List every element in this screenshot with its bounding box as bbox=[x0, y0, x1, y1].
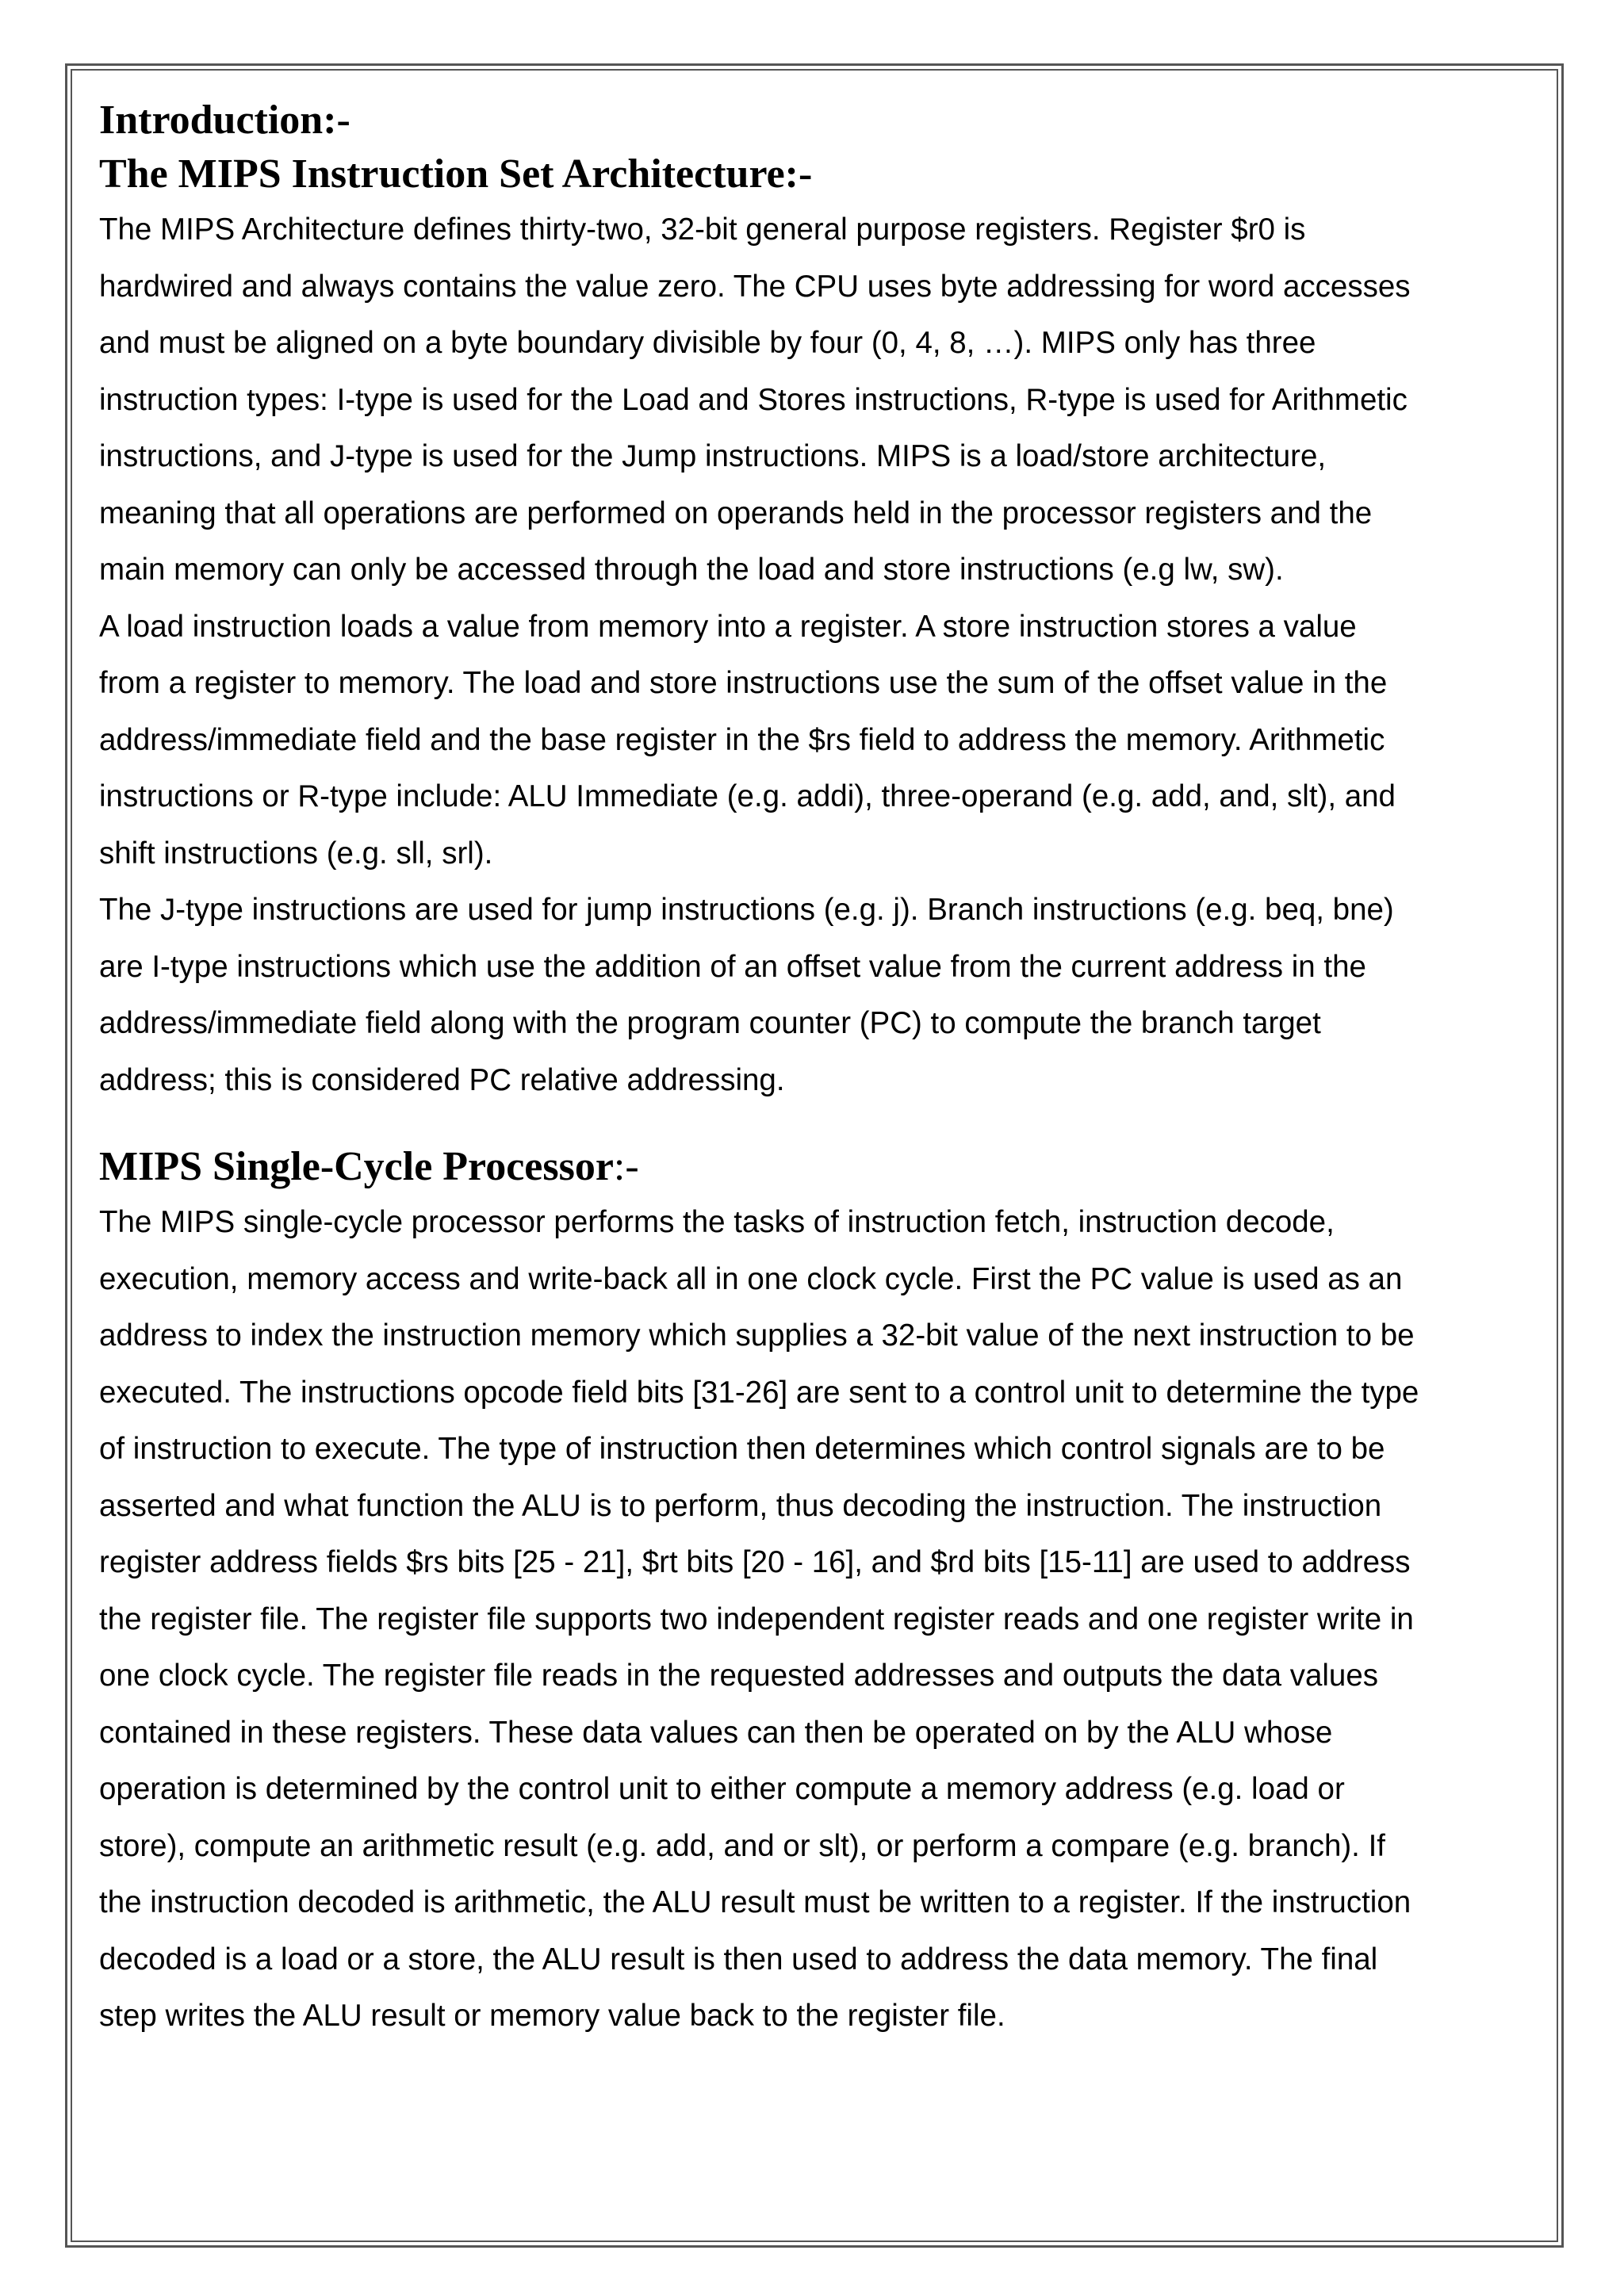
single-cycle-heading-suffix: :- bbox=[613, 1144, 639, 1189]
text-line: The MIPS single-cycle processor performs the tasks of instruction fetch, instruction decode, bbox=[99, 1205, 1335, 1239]
section-gap bbox=[99, 1108, 1526, 1140]
text-line: step writes the ALU result or memory value back to the register file. bbox=[99, 1999, 1005, 2033]
text-line: asserted and what function the ALU is to perform, thus decoding the instruction. The instruction bbox=[99, 1488, 1382, 1523]
text-line: executed. The instructions opcode field bits [31-26] are sent to a control unit to determine the type bbox=[99, 1375, 1419, 1410]
text-line: the register file. The register file supports two independent register reads and one register write in bbox=[99, 1601, 1414, 1636]
text-line: address/immediate field along with the program counter (PC) to compute the branch target bbox=[99, 1006, 1321, 1040]
text-line: the instruction decoded is arithmetic, the ALU result must be written to a register. If the instruction bbox=[99, 1885, 1411, 1919]
text-line: hardwired and always contains the value zero. The CPU uses byte addressing for word accesses bbox=[99, 269, 1411, 304]
text-line: instructions or R-type include: ALU Immediate (e.g. addi), three-operand (e.g. add, and, slt), and bbox=[99, 779, 1396, 813]
text-line: one clock cycle. The register file reads in the requested addresses and outputs the data values bbox=[99, 1659, 1378, 1693]
text-line: instruction types: I-type is used for the Load and Stores instructions, R-type is used for Arithmetic bbox=[99, 382, 1408, 417]
text-line: and must be aligned on a byte boundary divisible by four (0, 4, 8, …). MIPS only has three bbox=[99, 326, 1316, 360]
text-line: The J-type instructions are used for jump instructions (e.g. j). Branch instructions (e.g. beq, bne) bbox=[99, 893, 1394, 927]
text-line: main memory can only be accessed through the load and store instructions (e.g lw, sw). bbox=[99, 553, 1284, 587]
text-line: instructions, and J-type is used for the Jump instructions. MIPS is a load/store architecture, bbox=[99, 439, 1327, 473]
text-line: A load instruction loads a value from memory into a register. A store instruction stores a value bbox=[99, 609, 1357, 644]
isa-heading: The MIPS Instruction Set Architecture:- bbox=[99, 151, 813, 197]
text-line: The MIPS Architecture defines thirty-two, 32-bit general purpose registers. Register $r0 is bbox=[99, 212, 1306, 247]
text-line: operation is determined by the control unit to either compute a memory address (e.g. load or bbox=[99, 1772, 1345, 1806]
text-line: from a register to memory. The load and store instructions use the sum of the offset value in the bbox=[99, 666, 1388, 700]
intro-heading: Introduction:- bbox=[99, 98, 350, 143]
isa-paragraph bbox=[99, 201, 1526, 1108]
text-line: address; this is considered PC relative addressing. bbox=[99, 1062, 785, 1097]
single-cycle-paragraph bbox=[99, 1194, 1526, 2045]
text-line: decoded is a load or a store, the ALU result is then used to address the data memory. The final bbox=[99, 1942, 1378, 1976]
text-line: meaning that all operations are performed on operands held in the processor registers and the bbox=[99, 496, 1373, 530]
document-content bbox=[99, 94, 1526, 2045]
text-line: contained in these registers. These data values can then be operated on by the ALU whose bbox=[99, 1715, 1333, 1750]
text-line: address/immediate field and the base register in the $rs field to address the memory. Arithmetic bbox=[99, 722, 1385, 757]
text-line: of instruction to execute. The type of instruction then determines which control signals are to be bbox=[99, 1432, 1385, 1466]
text-line: store), compute an arithmetic result (e.g. add, and or slt), or perform a compare (e.g. branch). If bbox=[99, 1828, 1385, 1863]
single-cycle-heading bbox=[99, 1140, 1526, 1194]
text-line: shift instructions (e.g. sll, srl). bbox=[99, 836, 493, 871]
text-line: execution, memory access and write-back all in one clock cycle. First the PC value is used as an bbox=[99, 1261, 1403, 1296]
text-line: are I-type instructions which use the addition of an offset value from the current address in the bbox=[99, 949, 1366, 984]
text-line: register address fields $rs bits [25 - 21], $rt bits [20 - 16], and $rd bits [15-11] are used to address bbox=[99, 1545, 1411, 1579]
single-cycle-heading-title: MIPS Single-Cycle Processor bbox=[99, 1144, 614, 1189]
text-line: address to index the instruction memory which supplies a 32-bit value of the next instruction to be bbox=[99, 1318, 1415, 1353]
